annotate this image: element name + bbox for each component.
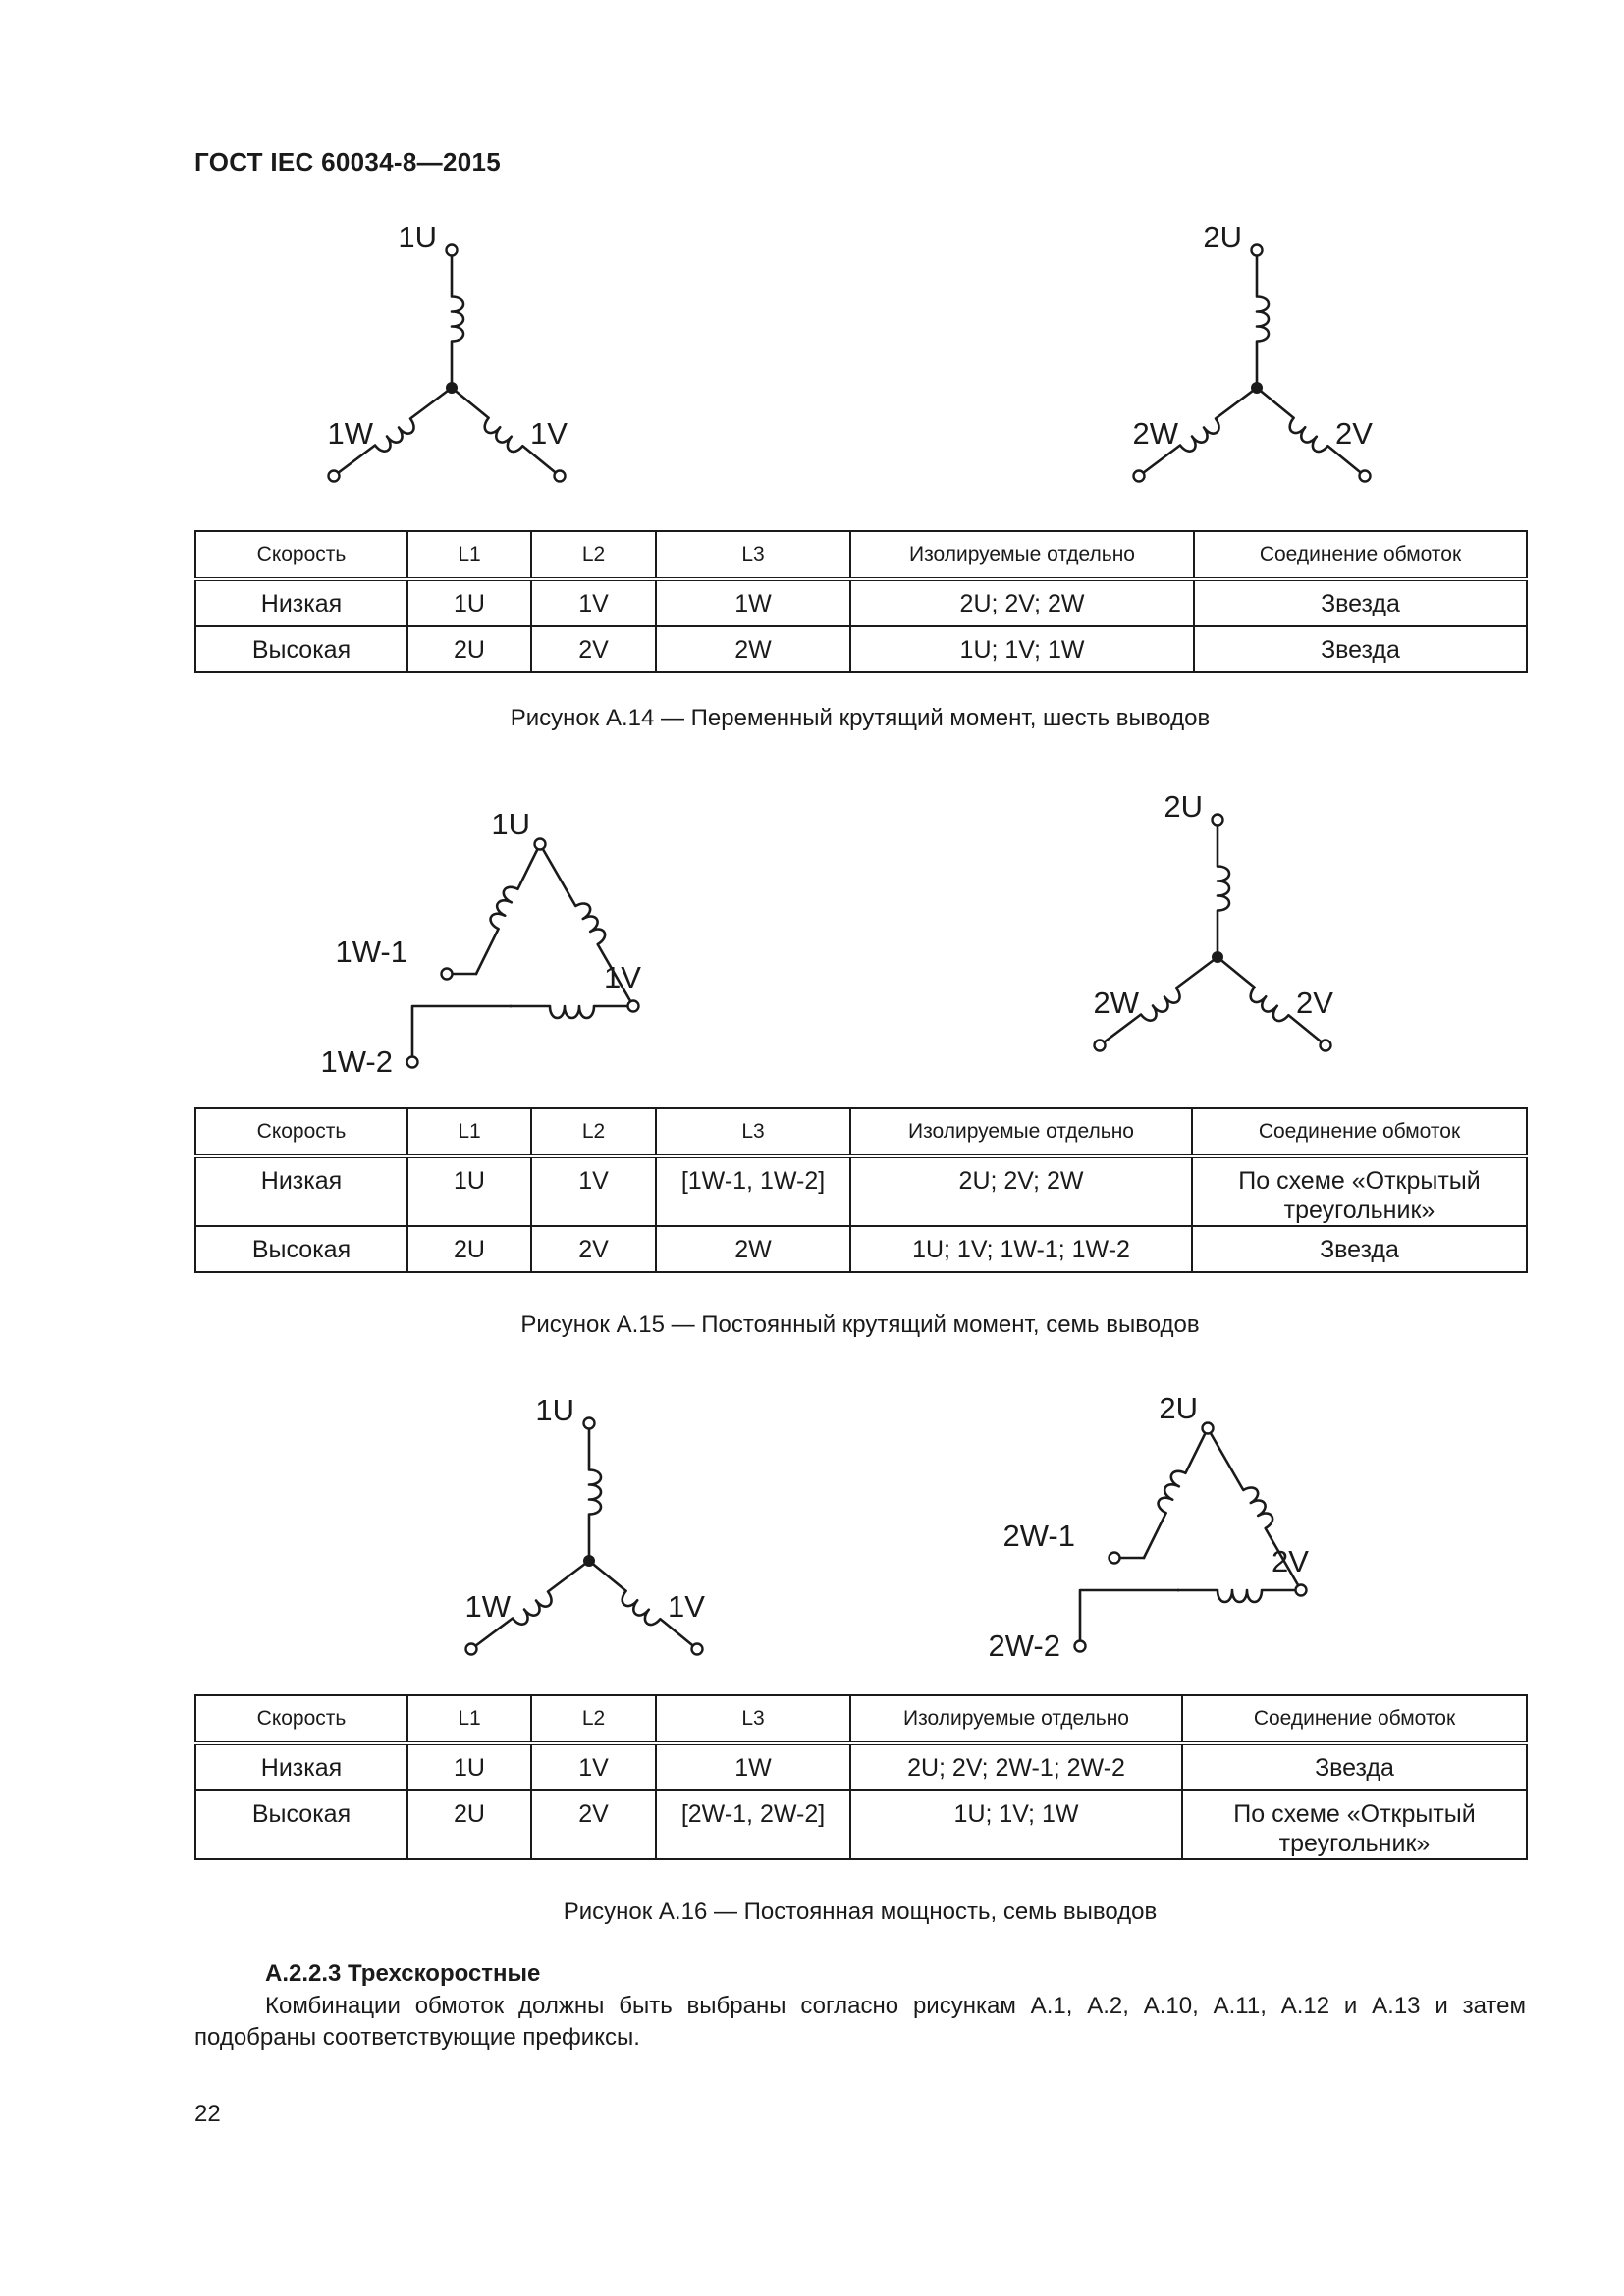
table-row <box>195 1226 1527 1272</box>
star-center-node <box>1251 382 1263 394</box>
delta-vw-coil <box>511 1006 633 1018</box>
table-header-cell: Скорость <box>195 531 407 579</box>
table-cell: Высокая <box>195 1226 407 1272</box>
table-header-row <box>195 1108 1527 1156</box>
table-cell: Высокая <box>195 1790 407 1859</box>
terminal-v <box>628 1001 639 1012</box>
terminal-u <box>535 839 546 850</box>
fig15-caption: Рисунок А.15 — Постоянный крутящий момент, семь выводов <box>520 1311 1200 1338</box>
terminal-u-label: 2U <box>1159 1391 1198 1425</box>
table-header-cell: L3 <box>656 1108 850 1156</box>
fig16-left-star-diagram <box>412 1389 766 1683</box>
star-center-node <box>1212 951 1223 963</box>
table-header-cell: L1 <box>407 1108 531 1156</box>
terminal-v-label: 1V <box>668 1589 705 1624</box>
terminal-u-label: 1U <box>535 1393 574 1427</box>
table-cell: Высокая <box>195 626 407 672</box>
table-header-cell: Изолируемые отдельно <box>850 1108 1192 1156</box>
table-cell: 2U; 2V; 2W-1; 2W-2 <box>850 1743 1182 1790</box>
table-cell: Низкая <box>195 579 407 626</box>
terminal-w <box>1095 1041 1106 1051</box>
table-header-cell: L1 <box>407 1695 531 1743</box>
terminal-w2-label: 2W-2 <box>988 1629 1060 1663</box>
terminal-u-label: 2U <box>1164 789 1203 824</box>
table-header-cell: L2 <box>531 531 656 579</box>
terminal-u <box>584 1418 595 1429</box>
terminal-w1-label: 1W-1 <box>335 934 407 969</box>
table-cell: 1U; 1V; 1W <box>850 1790 1182 1859</box>
winding-u-coil <box>1257 250 1269 388</box>
table-header-cell: L3 <box>656 1695 850 1743</box>
table-cell: 2U <box>407 1226 531 1272</box>
table-header-cell: Изолируемые отдельно <box>850 1695 1182 1743</box>
terminal-u-label: 1U <box>491 807 530 841</box>
table-cell: 2V <box>531 1226 656 1272</box>
terminal-u <box>1252 245 1263 256</box>
table-cell: 2U <box>407 626 531 672</box>
table-cell: 2W <box>656 626 850 672</box>
table-header-cell: Соединение обмоток <box>1192 1108 1527 1156</box>
terminal-u <box>447 245 458 256</box>
terminal-v-label: 2V <box>1335 416 1373 451</box>
table-header-cell: L2 <box>531 1695 656 1743</box>
terminal-v <box>1360 471 1371 482</box>
terminal-v-label: 2V <box>1296 986 1333 1020</box>
terminal-u <box>1203 1423 1214 1434</box>
table-cell: 1W <box>656 579 850 626</box>
table-cell: Звезда <box>1194 626 1527 672</box>
table-header-cell: Скорость <box>195 1108 407 1156</box>
table-cell: Звезда <box>1192 1226 1527 1272</box>
terminal-u <box>1213 815 1223 826</box>
delta-vw-coil <box>1178 1590 1301 1602</box>
table-cell: 1V <box>531 1743 656 1790</box>
table-row <box>195 579 1527 626</box>
fig16-caption: Рисунок А.16 — Постоянная мощность, семь выводов <box>563 1898 1158 1925</box>
table-cell: 2U; 2V; 2W <box>850 1156 1192 1226</box>
table-cell: 1V <box>531 1156 656 1226</box>
fig14-caption: Рисунок А.14 — Переменный крутящий момент, шесть выводов <box>510 705 1211 731</box>
table-cell: 2V <box>531 626 656 672</box>
star-center-node <box>446 382 458 394</box>
table-header-cell: L3 <box>656 531 850 579</box>
table-row <box>195 626 1527 672</box>
fig14-table <box>194 530 1528 673</box>
fig15-left-open-delta-diagram <box>320 805 746 1080</box>
terminal-w <box>466 1644 477 1655</box>
table-cell: По схеме «Открытый треугольник» <box>1182 1790 1527 1859</box>
table-cell: 2V <box>531 1790 656 1859</box>
table-cell: По схеме «Открытый треугольник» <box>1192 1156 1527 1226</box>
table-cell: Звезда <box>1182 1743 1527 1790</box>
table-header-cell: Соединение обмоток <box>1194 531 1527 579</box>
table-header-cell: L2 <box>531 1108 656 1156</box>
table-cell: 1U <box>407 579 531 626</box>
table-cell: [1W-1, 1W-2] <box>656 1156 850 1226</box>
table-cell: 1V <box>531 579 656 626</box>
terminal-v <box>555 471 566 482</box>
table-header-cell: Соединение обмоток <box>1182 1695 1527 1743</box>
table-cell: 1U <box>407 1156 531 1226</box>
fig16-right-open-delta-diagram <box>988 1389 1414 1664</box>
terminal-v <box>1296 1585 1307 1596</box>
table-cell: Звезда <box>1194 579 1527 626</box>
table-cell: Низкая <box>195 1743 407 1790</box>
terminal-w-label: 2W <box>1132 416 1178 451</box>
delta-uw-coil <box>476 844 540 974</box>
winding-u-coil <box>589 1423 601 1561</box>
table-cell: [2W-1, 2W-2] <box>656 1790 850 1859</box>
terminal-w-label: 2W <box>1093 986 1139 1020</box>
table-row <box>195 1790 1527 1859</box>
table-cell: 1U <box>407 1743 531 1790</box>
delta-w2-lead <box>1080 1590 1178 1639</box>
terminal-w-label: 1W <box>464 1589 511 1624</box>
fig14-left-star-diagram <box>275 216 628 510</box>
terminal-w1 <box>1110 1553 1120 1564</box>
table-cell: Низкая <box>195 1156 407 1226</box>
terminal-w <box>1134 471 1145 482</box>
terminal-v <box>1321 1041 1331 1051</box>
section-paragraph: Комбинации обмоток должны быть выбраны согласно рисункам А.1, А.2, А.10, А.11, А.12 и А.13 и затем подобраны соответствующие префиксы. <box>194 1993 1526 2051</box>
table-cell: 1U; 1V; 1W <box>850 626 1194 672</box>
document-header: ГОСТ IEC 60034-8—2015 <box>194 147 501 177</box>
terminal-w1-label: 2W-1 <box>1002 1519 1075 1553</box>
terminal-u-label: 2U <box>1203 220 1242 254</box>
table-header-cell: Изолируемые отдельно <box>850 531 1194 579</box>
terminal-v-label: 2V <box>1272 1544 1309 1578</box>
fig14-right-star-diagram <box>1080 216 1434 510</box>
table-cell: 1W <box>656 1743 850 1790</box>
terminal-w-label: 1W <box>327 416 373 451</box>
table-header-row <box>195 1695 1527 1743</box>
terminal-w <box>329 471 340 482</box>
terminal-w2 <box>1075 1641 1086 1652</box>
terminal-w1 <box>442 969 453 980</box>
table-row <box>195 1743 1527 1790</box>
terminal-u-label: 1U <box>398 220 437 254</box>
table-header-cell: Скорость <box>195 1695 407 1743</box>
terminal-v <box>692 1644 703 1655</box>
delta-uw-coil <box>1144 1428 1208 1558</box>
terminal-v-label: 1V <box>530 416 568 451</box>
winding-u-coil <box>1218 820 1229 957</box>
table-cell: 2U <box>407 1790 531 1859</box>
fig15-table <box>194 1107 1528 1273</box>
page-number: 22 <box>194 2101 221 2127</box>
terminal-v-label: 1V <box>604 960 641 994</box>
section-title: А.2.2.3 Трехскоростные <box>265 1960 541 1987</box>
table-cell: 2U; 2V; 2W <box>850 579 1194 626</box>
table-header-row <box>195 531 1527 579</box>
fig16-table <box>194 1694 1528 1860</box>
table-row <box>195 1156 1527 1226</box>
terminal-w2 <box>407 1057 418 1068</box>
table-cell: 2W <box>656 1226 850 1272</box>
fig15-right-star-diagram <box>1041 785 1394 1080</box>
star-center-node <box>583 1555 595 1567</box>
winding-u-coil <box>452 250 463 388</box>
delta-w2-lead <box>412 1006 511 1055</box>
table-header-cell: L1 <box>407 531 531 579</box>
table-cell: 1U; 1V; 1W-1; 1W-2 <box>850 1226 1192 1272</box>
terminal-w2-label: 1W-2 <box>320 1044 393 1079</box>
